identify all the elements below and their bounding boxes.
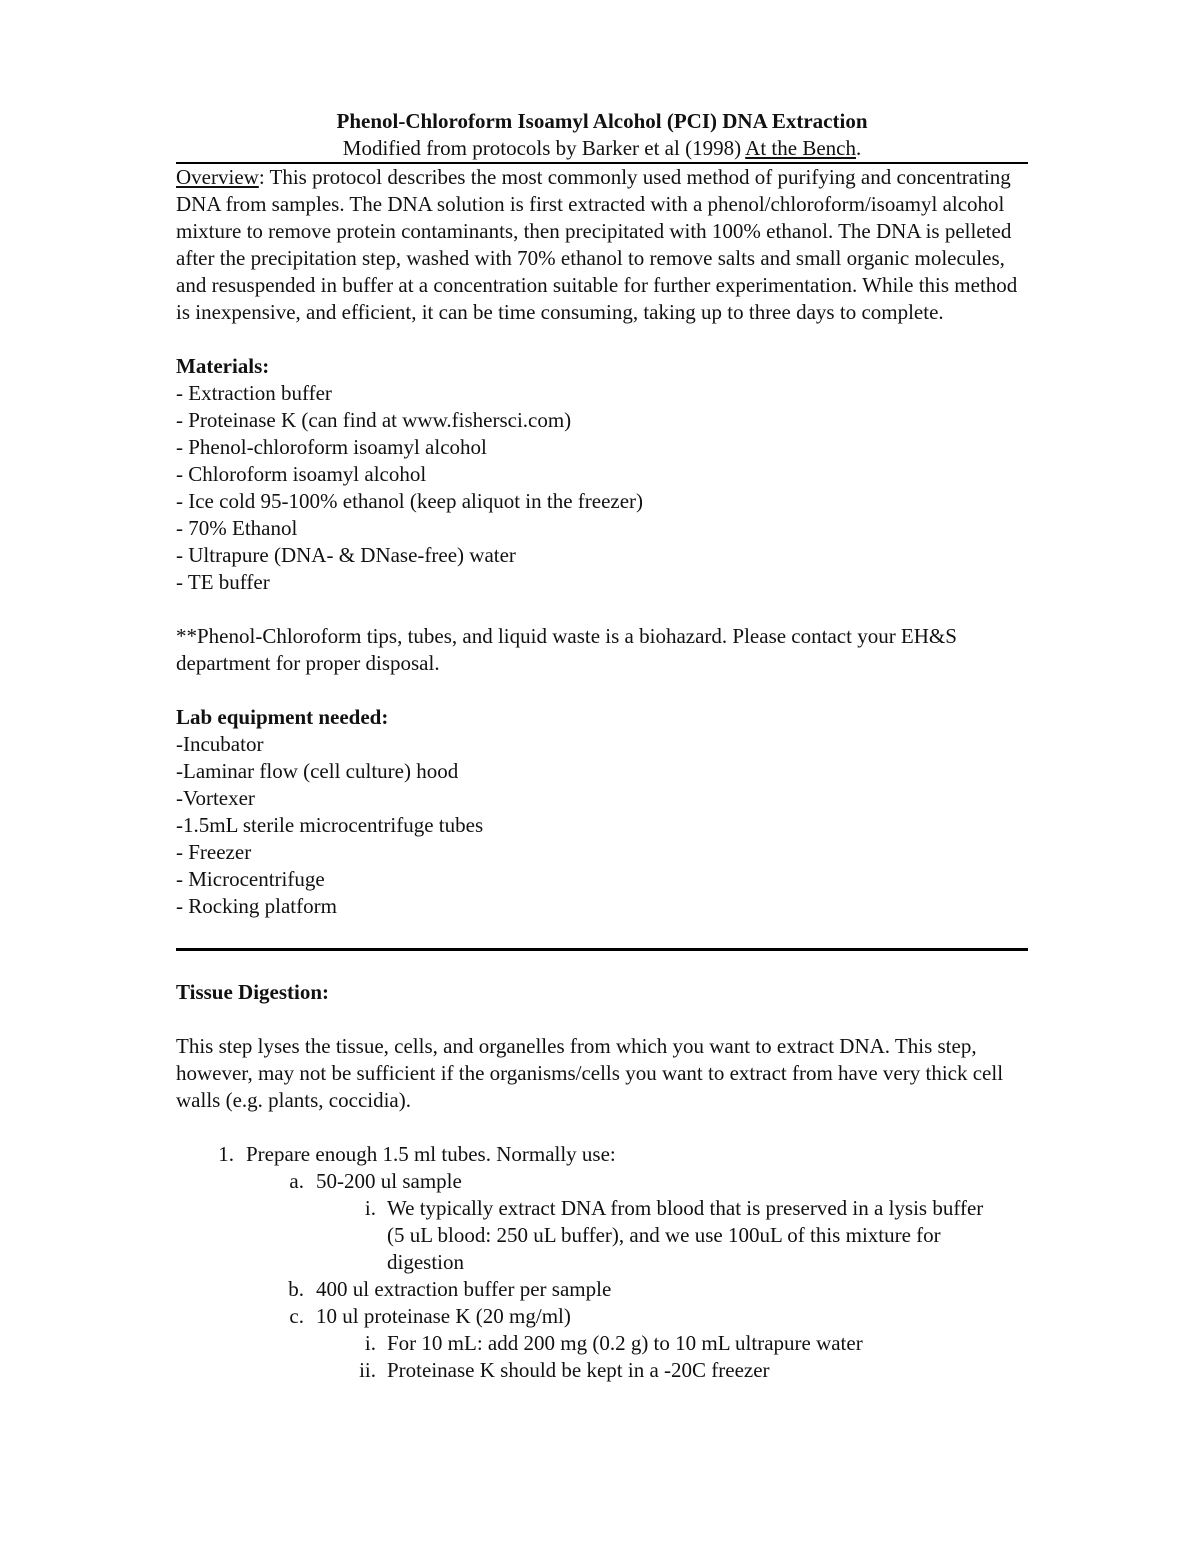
document-page: [176, 108, 1028, 1384]
digestion-heading: Tissue Digestion:: [176, 980, 330, 1004]
step-1c-i: [176, 1330, 1028, 1357]
step-marker: i.: [364, 1331, 376, 1355]
list-item: - TE buffer: [176, 570, 270, 594]
step-text: For 10 mL: add 200 mg (0.2 g) to 10 mL ultrapure water: [387, 1331, 863, 1355]
list-item: - Phenol-chloroform isoamyl alcohol: [176, 435, 487, 459]
materials-heading: Materials:: [176, 354, 270, 378]
list-item: -Laminar flow (cell culture) hood: [176, 759, 459, 783]
materials-list: [176, 380, 1028, 596]
step-text: 50-200 ul sample: [316, 1169, 462, 1193]
equipment-list: [176, 731, 1028, 920]
list-item: - Ultrapure (DNA- & DNase-free) water: [176, 543, 516, 567]
list-item: - Proteinase K (can find at www.fishersci.com): [176, 408, 572, 432]
list-item: -Incubator: [176, 732, 264, 756]
document-title: Phenol-Chloroform Isoamyl Alcohol (PCI) DNA Extraction: [336, 109, 868, 133]
subtitle-suffix: .: [855, 136, 862, 160]
step-1: [176, 1141, 1028, 1168]
step-marker: i.: [364, 1196, 376, 1220]
step-marker: b.: [288, 1277, 304, 1301]
list-item: - 70% Ethanol: [176, 516, 298, 540]
biohazard-warning: **Phenol-Chloroform tips, tubes, and liquid waste is a biohazard. Please contact your EH&S department for proper disposal.: [176, 624, 957, 675]
step-marker: c.: [289, 1304, 304, 1328]
list-item: - Chloroform isoamyl alcohol: [176, 462, 427, 486]
step-text: Proteinase K should be kept in a -20C freezer: [387, 1358, 770, 1382]
step-1b: [176, 1276, 1028, 1303]
list-item: - Extraction buffer: [176, 381, 332, 405]
overview-label: Overview: [176, 165, 259, 189]
equipment-heading: Lab equipment needed:: [176, 705, 389, 729]
subtitle-prefix: Modified from protocols by Barker et al (1998): [342, 136, 746, 160]
list-item: -Vortexer: [176, 786, 255, 810]
list-item: - Microcentrifuge: [176, 867, 325, 891]
source-link[interactable]: At the Bench: [745, 136, 856, 160]
step-text: We typically extract DNA from blood that is preserved in a lysis buffer (5 uL blood: 250 uL buffer), and we use 100uL of this mixture for digestion: [387, 1196, 984, 1274]
step-1c-ii: [176, 1357, 1028, 1384]
list-item: - Ice cold 95-100% ethanol (keep aliquot in the freezer): [176, 489, 644, 513]
list-item: -1.5mL sterile microcentrifuge tubes: [176, 813, 484, 837]
step-text: 400 ul extraction buffer per sample: [316, 1277, 612, 1301]
step-1c: [176, 1303, 1028, 1330]
step-1a: [176, 1168, 1028, 1195]
step-text: Prepare enough 1.5 ml tubes. Normally use:: [246, 1142, 616, 1166]
step-1a-i: [176, 1195, 997, 1276]
step-marker: a.: [289, 1169, 304, 1193]
document-subtitle: [176, 134, 1028, 162]
list-item: - Freezer: [176, 840, 252, 864]
overview-paragraph: [176, 164, 1028, 326]
overview-text: : This protocol describes the most commonly used method of purifying and concentrating DNA from samples. The DNA solution is first extracted with a phenol/chloroform/isoamyl alcohol mixture to remove protein contaminants, then precipitated with 100% ethanol. The DNA is pelleted after the precipitation step, washed with 70% ethanol to remove salts and small organic molecules, and resuspended in buffer at a concentration suitable for further experimentation. While this method is inexpensive, and efficient, it can be time consuming, taking up to three days to complete.: [176, 165, 1018, 324]
list-item: - Rocking platform: [176, 894, 337, 918]
step-text: 10 ul proteinase K (20 mg/ml): [316, 1304, 571, 1328]
step-marker: 1.: [218, 1142, 234, 1166]
digestion-intro: This step lyses the tissue, cells, and organelles from which you want to extract DNA. This step, however, may not be sufficient if the organisms/cells you want to extract from have very thick cell walls (e.g. plants, coccidia).: [176, 1034, 1004, 1112]
step-marker: ii.: [359, 1358, 376, 1382]
